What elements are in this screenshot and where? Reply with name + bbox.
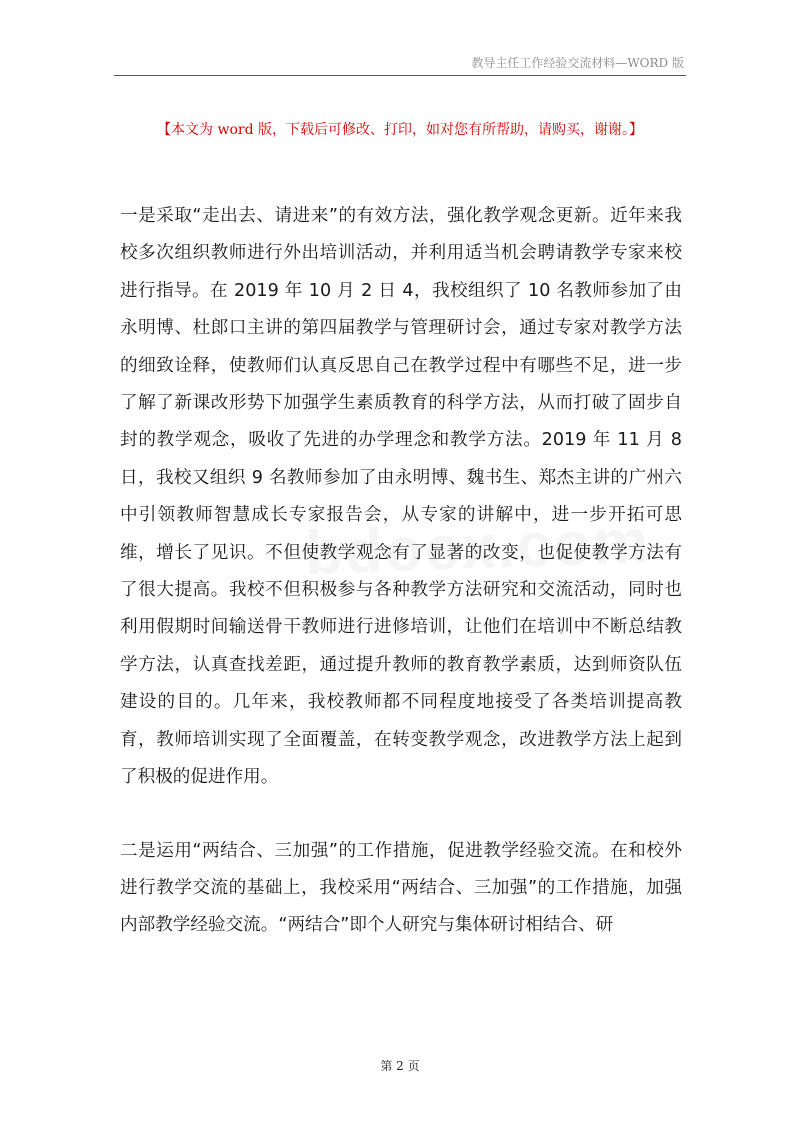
document-body: [120, 198, 682, 945]
document-header-title: 教导主任工作经验交流材料—WORD 版: [471, 56, 684, 70]
page-number: 第 2 页: [380, 1059, 420, 1073]
paragraph-2: 二是运用“两结合、三加强”的工作措施，促进教学经验交流。在和校外进行教学交流的基础上，我校采用“两结合、三加强”的工作措施，加强内部教学经验交流。“两结合”即个人研究与集体研讨相结合、研: [120, 840, 682, 936]
paragraph-spacer: [120, 797, 682, 833]
header-divider: [114, 75, 686, 76]
word-version-notice: 【本文为 word 版，下载后可修改、打印，如对您有所帮助，请购买，谢谢。】: [157, 122, 643, 138]
paragraph-1: 一是采取“走出去、请进来”的有效方法，强化教学观念更新。近年来我校多次组织教师进行外出培训活动，并利用适当机会聘请教学专家来校进行指导。在 2019 年 10 月 2 日 4，我校组织了 10 名教师参加了由永明博、杜郎口主讲的第四届教学与管理研讨会，通过专家对教学方法的细致诠释，使教师们认真反思自己在教学过程中有哪些不足，进一步了解了新课改形势下加强学生素质教育的科学方法，从而打破了固步自封的教学观念，吸收了先进的办学理念和教学方法。2019 年 11 月 8 日，我校又组织 9 名教师参加了由永明博、魏书生、郑杰主讲的广州六中引领教师智慧成长专家报告会，从专家的讲解中，进一步开拓可思维，增长了见识。不但使教学观念有了显著的改变，也促使教学方法有了很大提高。我校不但积极参与各种教学方法研究和交流活动，同时也利用假期时间输送骨干教师进行进修培训，让他们在培训中不断总结教学方法，认真查找差距，通过提升教师的教育教学素质，达到师资队伍建设的目的。几年来，我校教师都不同程度地接受了各类培训提高教育，教师培训实现了全面覆盖，在转变教学观念，改进教学方法上起到了积极的促进作用。: [120, 206, 682, 788]
